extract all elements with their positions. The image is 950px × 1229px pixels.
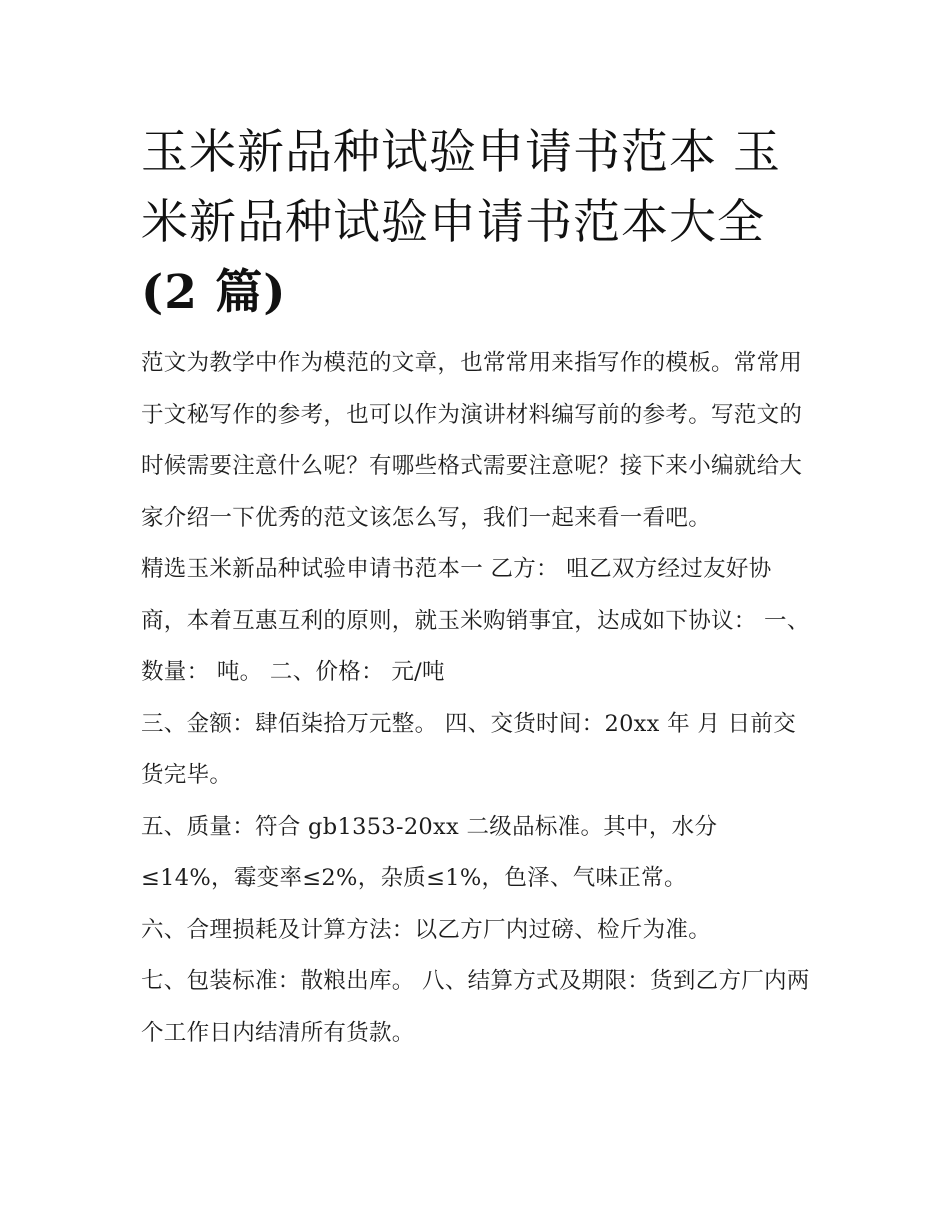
agreement-paragraph-2: 三、金额：肆佰柒拾万元整。 四、交货时间：20xx 年 月 日前交货完毕。 xyxy=(141,710,797,788)
agreement-paragraph-3: 五、质量：符合 gb1353-20xx 二级品标准。其中，水分 ≤14%，霉变率≤2%，杂质≤1%，色泽、气味正常。 xyxy=(141,813,718,891)
document-page xyxy=(141,118,813,1059)
agreement-paragraph-4: 六、合理损耗及计算方法：以乙方厂内过磅、检斤为准。 xyxy=(141,916,712,943)
agreement-paragraph-1: 精选玉米新品种试验申请书范本一 乙方： 咀乙双方经过友好协商，本着互惠互利的原则，就玉米购销事宜，达成如下协议： 一、数量： 吨。 二、价格： 元/吨 xyxy=(141,556,810,685)
agreement-paragraph-5: 七、包装标准：散粮出库。 八、结算方式及期限：货到乙方厂内两个工作日内结清所有货款。 xyxy=(141,968,810,1046)
document-title xyxy=(141,118,813,328)
document-title-main: 玉米新品种试验申请书范本 玉米新品种试验申请书范本大全 xyxy=(141,125,781,250)
intro-paragraph: 范文为教学中作为模范的文章，也常常用来指写作的模板。常常用于文秘写作的参考，也可以作为演讲材料编写前的参考。写范文的时候需要注意什么呢？有哪些格式需要注意呢？接下来小编就给大家介绍一下优秀的范文该怎么写，我们一起来看一看吧。 xyxy=(141,350,803,531)
document-title-suffix: (2 篇) xyxy=(141,265,287,320)
